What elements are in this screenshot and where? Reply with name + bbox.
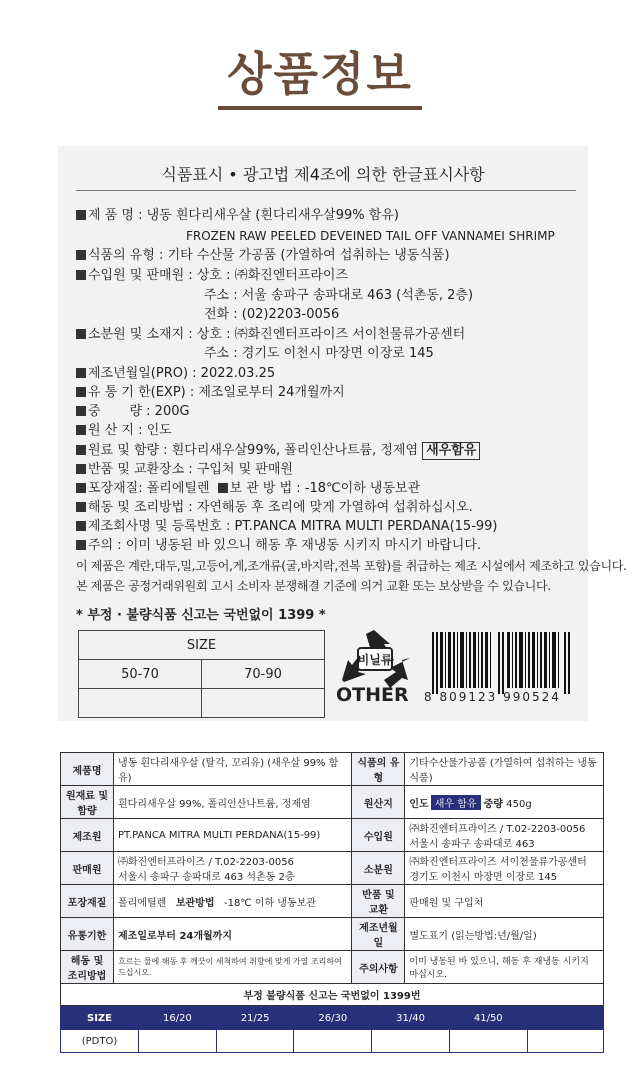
spec-value: ㈜화진엔터프라이즈 서이천물류가공센터 경기도 이천시 마장면 이장로 145 — [405, 852, 604, 885]
spec-table — [60, 752, 604, 984]
spec-value: 흐르는 물에 해동 후 깨끗이 세척하여 취향에 맞게 가열 조리하여 드십시오. — [114, 951, 352, 984]
size-grade-cell: 16/20 — [139, 1007, 217, 1030]
label-line-production-date: 제조년월일(PRO) : 2022.03.25 — [76, 366, 275, 382]
label-line-manufacturer: 제조회사명 및 등록번호 : PT.PANCA MITRA MULTI PERDANA(15-99) — [76, 519, 498, 535]
size-grade-cell — [372, 1030, 450, 1053]
bullet-square-icon — [76, 464, 86, 474]
label-line-origin: 원 산 지 : 인도 — [76, 423, 172, 439]
bullet-square-icon — [76, 329, 86, 339]
table-row — [61, 918, 604, 951]
spec-key: 해동 및 조리방법 — [61, 951, 114, 984]
bullet-square-icon — [76, 368, 86, 378]
barcode-number: 8 809123 990524 — [424, 690, 561, 704]
label-line-subdivider-address: 주소 : 경기도 이천시 마장면 이장로 145 — [204, 346, 434, 361]
label-line-subdivider: 소분원 및 소재지 : 상호 : ㈜화진엔터프라이즈 서이천물류가공센터 — [76, 327, 465, 343]
bullet-square-icon — [218, 483, 228, 493]
label-note-compensation: 본 제품은 공정거래위원회 고시 소비자 분쟁해결 기준에 의거 교환 또는 보상받을 수 있습니다. — [76, 579, 551, 593]
size-table-cell: 50-70 — [79, 660, 202, 689]
spec-key: 원재료 및 함량 — [61, 786, 114, 819]
bullet-square-icon — [76, 502, 86, 512]
size-table-cell — [79, 689, 202, 718]
size-grade-cell — [527, 1030, 603, 1053]
spec-key: 소분원 — [352, 852, 405, 885]
table-row — [61, 885, 604, 918]
label-line-english: FROZEN RAW PEELED DEVEINED TAIL OFF VANNAMEI SHRIMP — [186, 229, 555, 243]
size-grade-header: SIZE — [61, 1007, 139, 1030]
size-grade-cell: 21/25 — [216, 1007, 294, 1030]
spec-value: 판매원 및 구입처 — [405, 885, 604, 918]
spec-key: 식품의 유형 — [352, 753, 405, 786]
label-line-ingredients: 원료 및 함량 : 흰다리새우살99%, 폴리인산나트륨, 정제염 새우함유 — [76, 442, 480, 460]
label-line-importer: 수입원 및 판매원 : 상호 : ㈜화진엔터프라이즈 — [76, 268, 348, 284]
spec-key: 유통기한 — [61, 918, 114, 951]
label-note-allergen-facility: 이 제품은 계란,대두,밀,고등어,게,조개류(굴,바지락,전복 포함)를 취급하는 제조 시설에서 제조하고 있습니다. — [76, 559, 627, 573]
size-table-cell: 70-90 — [202, 660, 325, 689]
label-line-expiry: 유 통 기 한(EXP) : 제조일로부터 24개월까지 — [76, 385, 345, 401]
label-line-importer-phone: 전화 : (02)2203-0056 — [204, 307, 340, 322]
table-row — [61, 1030, 604, 1053]
label-heading: 식품표시 • 광고법 제4조에 의한 한글표시사항 — [161, 165, 485, 184]
size-grade-table — [60, 1006, 604, 1053]
table-row — [61, 786, 604, 819]
bullet-square-icon — [76, 387, 86, 397]
spec-value: 기타수산물가공품 (가열하여 섭취하는 냉동식품) — [405, 753, 604, 786]
recycle-label-korean: 비닐류 — [357, 653, 393, 667]
size-grade-cell — [216, 1030, 294, 1053]
spec-key: 판매원 — [61, 852, 114, 885]
table-row — [61, 819, 604, 852]
label-line-product: 제 품 명 : 냉동 흰다리새우살 (흰다리새우살99% 함유) — [76, 208, 399, 224]
bullet-square-icon — [76, 425, 86, 435]
page-title: 상품정보 — [227, 47, 413, 101]
bullet-square-icon — [76, 483, 86, 493]
size-grade-cell — [294, 1030, 372, 1053]
table-row — [61, 1007, 604, 1030]
spec-value: 폴리에틸렌 보관방법 -18℃ 이하 냉동보관 — [114, 885, 352, 918]
bullet-square-icon — [76, 210, 86, 220]
bullet-square-icon — [76, 270, 86, 280]
bullet-square-icon — [76, 445, 86, 455]
spec-key: 제품명 — [61, 753, 114, 786]
spec-key: 반품 및 교환 — [352, 885, 405, 918]
spec-value: 흰다리새우살 99%, 폴리인산나트륨, 정제염 — [114, 786, 352, 819]
bullet-square-icon — [76, 250, 86, 260]
size-table-header: SIZE — [79, 631, 325, 660]
spec-value: PT.PANCA MITRA MULTI PERDANA(15-99) — [114, 819, 352, 852]
size-grade-cell — [527, 1007, 603, 1030]
label-line-type: 식품의 유형 : 기타 수산물 가공품 (가열하여 섭취하는 냉동식품) — [76, 248, 450, 264]
spec-report-hotline: 부정 불량식품 신고는 국번없이 1399번 — [60, 984, 604, 1006]
label-size-table — [78, 630, 325, 718]
allergen-badge: 새우함유 — [422, 442, 480, 460]
size-grade-cell — [139, 1030, 217, 1053]
label-line-importer-address: 주소 : 서울 송파구 송파대로 463 (석촌동, 2층) — [204, 288, 474, 303]
table-row — [61, 852, 604, 885]
report-hotline: * 부정 · 불량식품 신고는 국번없이 1399 * — [76, 608, 326, 623]
label-line-thawing: 해동 및 조리방법 : 자연해동 후 조리에 맞게 가열하여 섭취하십시오. — [76, 500, 473, 516]
bullet-square-icon — [76, 521, 86, 531]
heading-divider — [76, 190, 576, 191]
table-row — [61, 951, 604, 984]
recycle-label-english: OTHER — [336, 684, 409, 706]
size-grade-cell: 41/50 — [449, 1007, 527, 1030]
size-grade-cell: 26/30 — [294, 1007, 372, 1030]
spec-key: 주의사항 — [352, 951, 405, 984]
size-grade-row-label: (PDTO) — [61, 1030, 139, 1053]
title-underline — [218, 106, 422, 110]
size-grade-cell: 31/40 — [372, 1007, 450, 1030]
label-line-returns: 반품 및 교환장소 : 구입처 및 판매원 — [76, 462, 293, 478]
label-line-caution: 주의 : 이미 냉동된 바 있으니 해동 후 재냉동 시키지 마시기 바랍니다. — [76, 538, 481, 554]
spec-value: ㈜화진엔터프라이즈 / T.02-2203-0056 서울시 송파구 송파대로 463 석촌동 2층 — [114, 852, 352, 885]
spec-value: 냉동 흰다리새우살 (탈각, 꼬리유) (새우살 99% 함유) — [114, 753, 352, 786]
label-line-weight: 중 량 : 200G — [76, 404, 190, 420]
spec-key: 원산지 — [352, 786, 405, 819]
label-line-packaging: 포장재질: 폴리에틸렌 보 관 방 법 : -18℃이하 냉동보관 — [76, 481, 420, 497]
spec-value: 이미 냉동된 바 있으니, 해동 후 재냉동 시키지 마십시오. — [405, 951, 604, 984]
spec-key: 제조원 — [61, 819, 114, 852]
shrimp-tag: 새우 함유 — [431, 795, 481, 810]
size-table-cell — [202, 689, 325, 718]
spec-value: 인도 새우 함유 중량 450g — [405, 786, 604, 819]
spec-value: 제조일로부터 24개월까지 — [114, 918, 352, 951]
bullet-square-icon — [76, 540, 86, 550]
spec-key: 제조년월일 — [352, 918, 405, 951]
size-grade-cell — [449, 1030, 527, 1053]
bullet-square-icon — [76, 406, 86, 416]
table-row — [61, 753, 604, 786]
spec-value: ㈜화진엔터프라이즈 / T.02-2203-0056 서울시 송파구 송파대로 463 — [405, 819, 604, 852]
spec-key: 포장재질 — [61, 885, 114, 918]
spec-value: 별도표기 (읽는방법:년/월/일) — [405, 918, 604, 951]
spec-section — [60, 752, 604, 1053]
spec-key: 수입원 — [352, 819, 405, 852]
